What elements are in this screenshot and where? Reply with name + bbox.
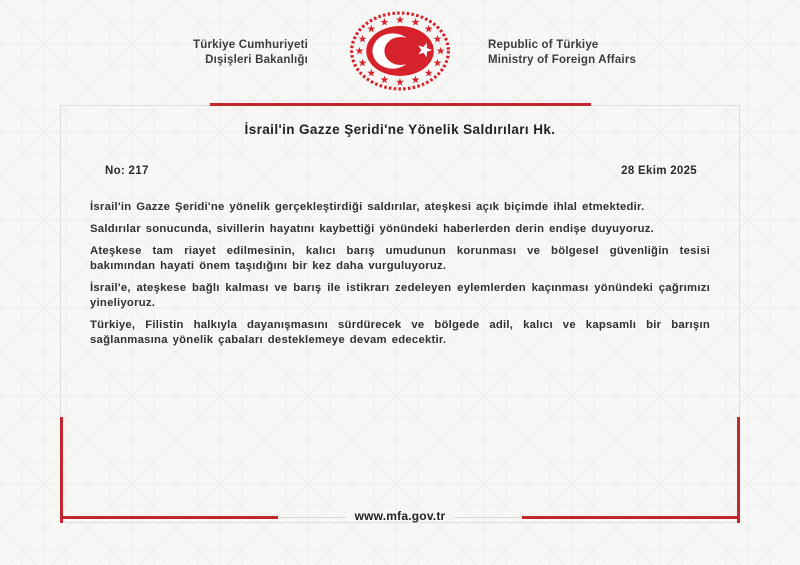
release-date: 28 Ekim 2025 (621, 165, 697, 177)
ministry-name-english-line2: Ministry of Foreign Affairs (488, 54, 637, 66)
footer-gray-line-left (278, 517, 346, 518)
paragraph: Türkiye, Filistin halkıyla dayanışmasını sürdürecek ve bölgede adil, kalıcı ve kapsamlı bir barışın sağlanmasına yönelik çabaları desteklemeye devam edecektir. (90, 319, 710, 346)
footer-gray-line-right (454, 517, 522, 518)
box-footer (60, 510, 740, 524)
footer-red-segment-left (60, 516, 278, 519)
ministry-name-english-line1: Republic of Türkiye (488, 39, 599, 51)
top-red-accent (210, 103, 591, 106)
left-red-accent (60, 417, 63, 523)
footer-red-segment-right (522, 516, 740, 519)
ministry-name-turkish (0, 38, 308, 68)
press-release-box (60, 105, 740, 523)
press-release-body (90, 200, 710, 355)
paragraph: Saldırılar sonucunda, sivillerin hayatını kaybettiği yönündeki haberlerden derin endişe duyuyoruz. (90, 223, 655, 235)
paragraph: Ateşkese tam riayet edilmesinin, kalıcı barış umudunun korunması ve bölgesel güvenliğin tesisi bakımından hayati önem taşıdığını bir kez daha vurguluyoruz. (90, 245, 710, 272)
release-number: No: 217 (105, 165, 149, 177)
page-title: İsrail'in Gazze Şeridi'ne Yönelik Saldırıları Hk. (244, 122, 556, 137)
header (0, 0, 800, 105)
ministry-name-turkish-line2: Dışişleri Bakanlığı (205, 54, 308, 66)
paragraph: İsrail'in Gazze Şeridi'ne yönelik gerçekleştirdiği saldırılar, ateşkesi açık biçimde ihlal etmektedir. (90, 201, 645, 213)
website-label: www.mfa.gov.tr (354, 509, 446, 523)
ministry-name-english (488, 38, 788, 68)
meta-row (105, 165, 697, 177)
paragraph: İsrail'e, ateşkese bağlı kalması ve barış ile istikrarı zedeleyen eylemlerden kaçınması yönündeki çağrımızı yineliyoruz. (90, 282, 710, 309)
right-red-accent (737, 417, 740, 523)
turkiye-mfa-emblem-icon (348, 9, 452, 93)
ministry-name-turkish-line1: Türkiye Cumhuriyeti (193, 39, 308, 51)
